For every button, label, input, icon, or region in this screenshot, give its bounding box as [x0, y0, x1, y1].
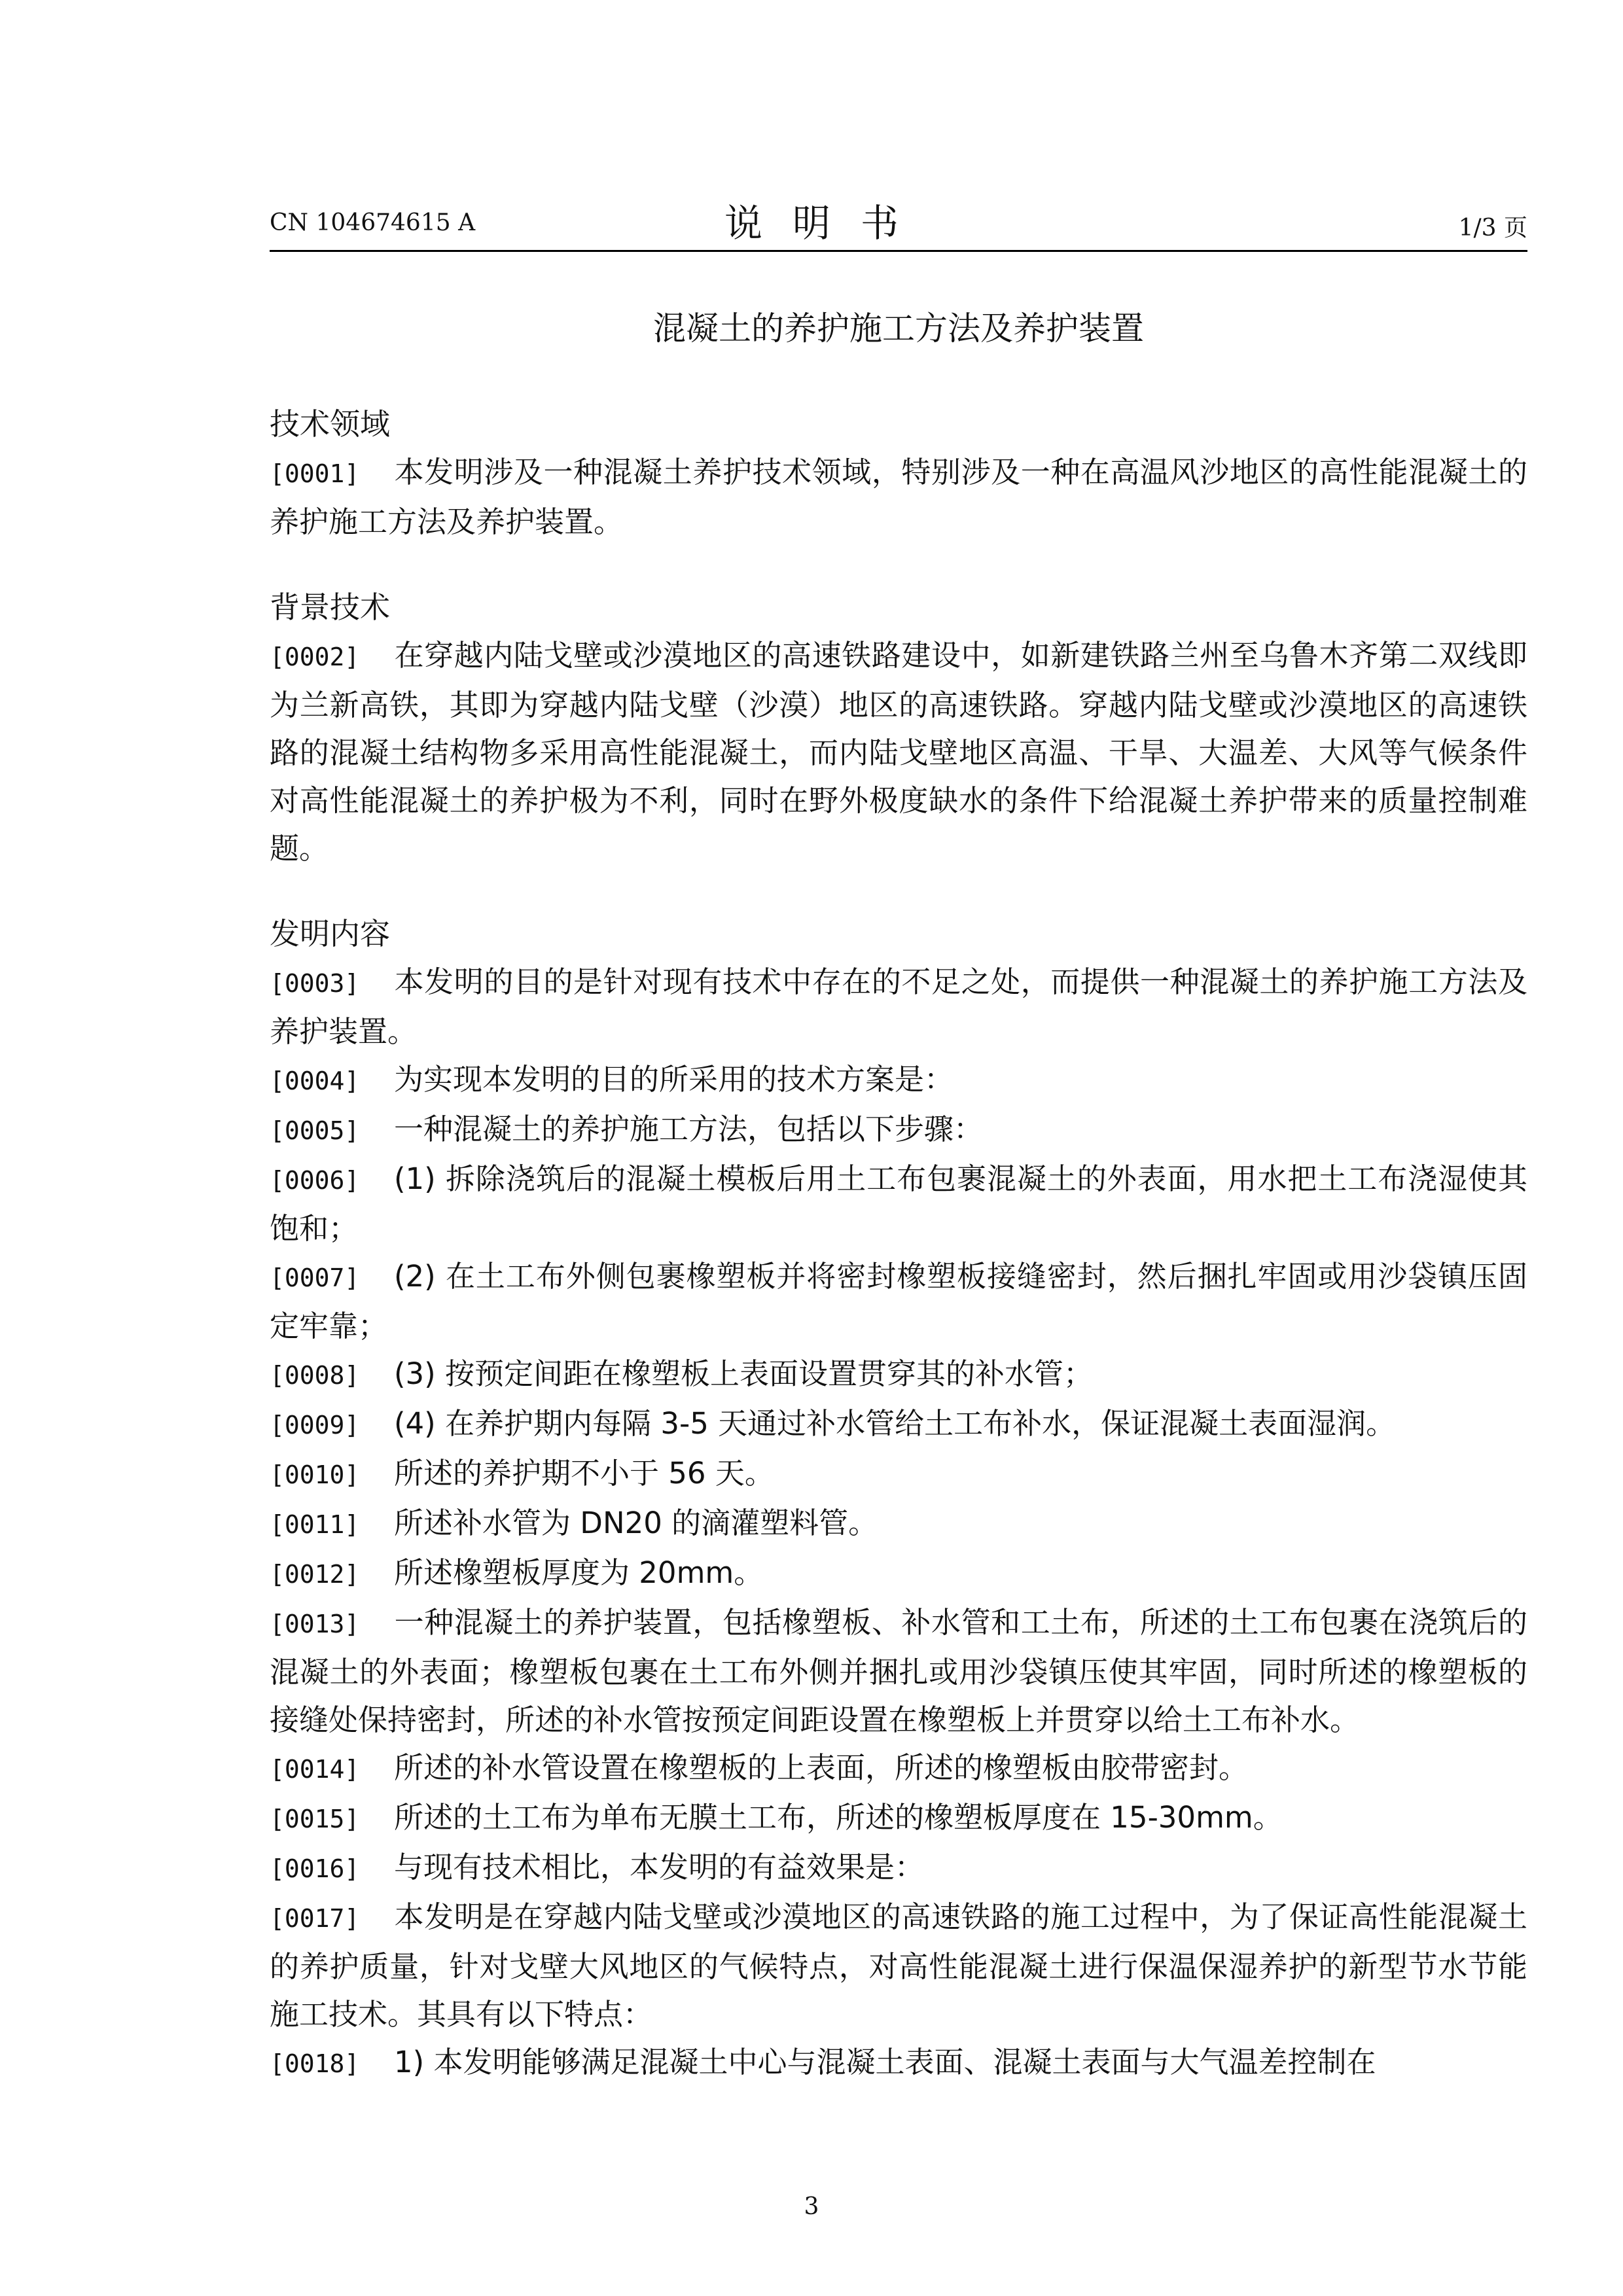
page-indicator: 1/3 页	[1458, 215, 1527, 241]
paragraph-number: [0013]	[270, 1610, 360, 1638]
section	[270, 910, 1527, 2088]
paragraph-text: 所述的养护期不小于 56 天。	[394, 1456, 774, 1491]
paragraph-text: (3) 按预定间距在橡塑板上表面设置贯穿其的补水管；	[394, 1356, 1094, 1391]
paragraph	[270, 1055, 1527, 1105]
paragraph-text: 所述补水管为 DN20 的滴灌塑料管。	[394, 1506, 878, 1540]
paragraph-number: [0012]	[270, 1560, 360, 1589]
paragraph-text: 本发明的目的是针对现有技术中存在的不足之处，而提供一种混凝土的养护施工方法及养护装置。	[270, 964, 1527, 1049]
paragraph	[270, 1105, 1527, 1155]
paragraph-text: 在穿越内陆戈壁或沙漠地区的高速铁路建设中，如新建铁路兰州至乌鲁木齐第二双线即为兰新高铁，其即为穿越内陆戈壁（沙漠）地区的高速铁路。穿越内陆戈壁或沙漠地区的高速铁路的混凝土结构物多采用高性能混凝土，而内陆戈壁地区高温、干旱、大温差、大风等气候条件对高性能混凝土的养护极为不利，同时在野外极度缺水的条件下给混凝土养护带来的质量控制难题。	[270, 638, 1527, 866]
paragraph-number: [0006]	[270, 1166, 360, 1195]
paragraph-number: [0017]	[270, 1904, 360, 1933]
paragraph	[270, 1893, 1527, 2038]
section-title: 发明内容	[270, 916, 390, 951]
paragraph	[270, 1843, 1527, 1893]
paragraph-text: 与现有技术相比，本发明的有益效果是：	[394, 1850, 925, 1884]
paragraph	[270, 1350, 1527, 1400]
paragraph-text: 1) 本发明能够满足混凝土中心与混凝土表面、混凝土表面与大气温差控制在	[394, 2045, 1376, 2079]
paragraph-text: (1) 拆除浇筑后的混凝土模板后用土工布包裹混凝土的外表面，用水把土工布浇湿使其饱和；	[270, 1161, 1527, 1246]
paragraph	[270, 2038, 1527, 2088]
paragraph	[270, 1400, 1527, 1449]
paragraph-number: [0008]	[270, 1361, 360, 1390]
paragraph-number: [0011]	[270, 1510, 360, 1539]
paragraph-number: [0001]	[270, 459, 360, 488]
section	[270, 584, 1527, 872]
paragraph-text: 本发明是在穿越内陆戈壁或沙漠地区的高速铁路的施工过程中，为了保证高性能混凝土的养护质量，针对戈壁大风地区的气候特点，对高性能混凝土进行保温保湿养护的新型节水节能施工技术。其具有以下特点：	[270, 1899, 1527, 2032]
document-body	[270, 400, 1527, 2088]
paragraph-number: [0009]	[270, 1411, 360, 1439]
paragraph-number: [0014]	[270, 1755, 360, 1784]
section-title: 背景技术	[270, 590, 390, 625]
paragraph-text: 所述的补水管设置在橡塑板的上表面，所述的橡塑板由胶带密封。	[394, 1750, 1249, 1785]
paragraph	[270, 1598, 1527, 1744]
paragraph-text: 所述橡塑板厚度为 20mm。	[394, 1555, 764, 1590]
paragraph-text: 本发明涉及一种混凝土养护技术领域，特别涉及一种在高温风沙地区的高性能混凝土的养护施工方法及养护装置。	[270, 455, 1527, 539]
paragraph	[270, 1499, 1527, 1549]
paragraph-number: [0010]	[270, 1460, 360, 1489]
paragraph-text: 所述的土工布为单布无膜土工布，所述的橡塑板厚度在 15-30mm。	[394, 1800, 1283, 1835]
paragraph-number: [0018]	[270, 2049, 360, 2078]
paragraph	[270, 448, 1527, 546]
paragraph	[270, 631, 1527, 872]
paragraph-text: 一种混凝土的养护施工方法，包括以下步骤：	[394, 1112, 984, 1146]
paragraph-number: [0015]	[270, 1805, 360, 1833]
paragraph	[270, 1744, 1527, 1793]
section-title: 技术领域	[270, 406, 390, 442]
doc-number: CN 104674615 A	[270, 209, 476, 236]
paragraph-number: [0007]	[270, 1263, 360, 1292]
page-number: 3	[804, 2193, 819, 2220]
paragraph-text: 一种混凝土的养护装置，包括橡塑板、补水管和工土布，所述的土工布包裹在浇筑后的混凝土的外表面；橡塑板包裹在土工布外侧并捆扎或用沙袋镇压使其牢固，同时所述的橡塑板的接缝处保持密封，所述的补水管按预定间距设置在橡塑板上并贯穿以给土工布补水。	[270, 1605, 1527, 1737]
header-rule	[270, 250, 1527, 252]
paragraph	[270, 958, 1527, 1055]
document-title: 混凝土的养护施工方法及养护装置	[653, 309, 1144, 347]
header-title: 说明书	[724, 201, 929, 245]
paragraph-text: (4) 在养护期内每隔 3-5 天通过补水管给土工布补水，保证混凝土表面湿润。	[394, 1406, 1396, 1441]
paragraph-number: [0005]	[270, 1116, 360, 1145]
paragraph-number: [0002]	[270, 643, 360, 671]
paragraph	[270, 1252, 1527, 1350]
paragraph	[270, 1793, 1527, 1843]
section	[270, 400, 1527, 546]
paragraph	[270, 1155, 1527, 1252]
paragraph	[270, 1549, 1527, 1598]
paragraph-number: [0016]	[270, 1854, 360, 1883]
paragraph-text: (2) 在土工布外侧包裹橡塑板并将密封橡塑板接缝密封，然后捆扎牢固或用沙袋镇压固定牢靠；	[270, 1259, 1527, 1343]
paragraph-text: 为实现本发明的目的所采用的技术方案是：	[394, 1062, 954, 1097]
paragraph-number: [0004]	[270, 1067, 360, 1095]
paragraph	[270, 1449, 1527, 1499]
paragraph-number: [0003]	[270, 969, 360, 998]
